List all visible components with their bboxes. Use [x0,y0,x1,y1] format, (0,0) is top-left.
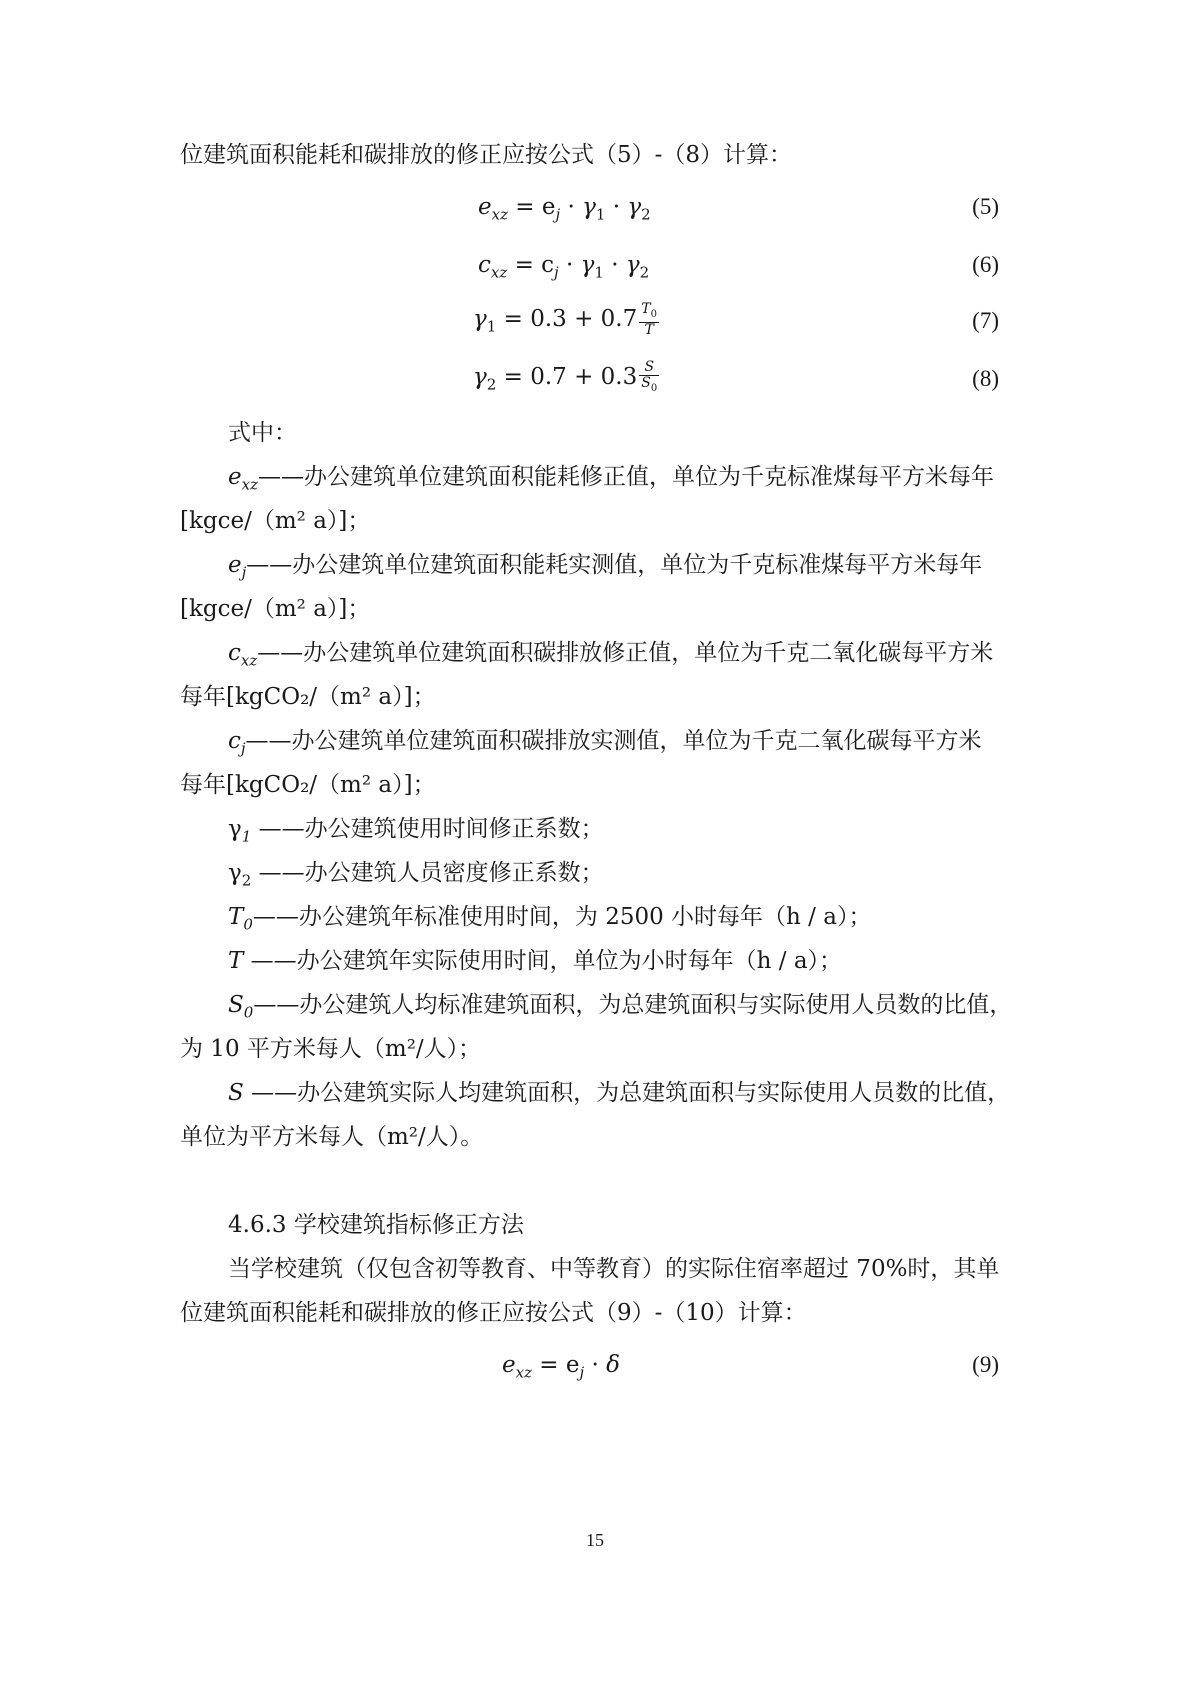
equation-7-number: (7) [972,308,999,333]
definition-t: T ——办公建筑年实际使用时间，单位为小时每年（h / a）； [228,948,843,974]
school-paragraph-line-2: 位建筑面积能耗和碳排放的修正应按公式（9）-（10）计算： [180,1300,807,1326]
where-label: 式中： [228,420,297,446]
definition-s: S ——办公建筑实际人均建筑面积，为总建筑面积与实际使用人员数的比值， [228,1080,1011,1106]
definition-cxz: $c_{xz}——$办公建筑单位建筑面积碳排放修正值，单位为千克二氧化碳每平方米 [228,640,994,670]
equation-9-number: (9) [972,1352,999,1377]
definition-exz-unit: [kgce/（m² a）]； [180,508,371,534]
page-number: 15 [586,1530,604,1550]
equation-9-expression: $e_{xz} = e_j \cdot \delta$ [502,1352,620,1382]
definition-gamma2: $\gamma_2$ ——办公建筑人员密度修正系数； [228,860,604,890]
school-paragraph-line-1: 当学校建筑（仅包含初等教育、中等教育）的实际住宿率超过 70%时，其单 [228,1256,1000,1282]
definition-cj-unit: 每年[kgCO₂/（m² a）]； [180,772,436,798]
definition-gamma1: $\gamma_1$ ——办公建筑使用时间修正系数； [228,816,604,846]
equation-5-number: (5) [972,194,999,219]
section-heading: 4.6.3 学校建筑指标修正方法 [228,1212,524,1238]
equation-6-expression: $c_{xz} = c_j \cdot \gamma_1 \cdot \gamma_2$ [478,252,650,282]
equation-6-number: (6) [972,252,999,277]
definition-ej: $e_j——$办公建筑单位建筑面积能耗实测值，单位为千克标准煤每平方米每年 [228,552,983,582]
equation-8-expression: $\gamma_2 = 0.7 + 0.3$ $\frac{S}{S_0}$ [473,359,658,394]
intro-line: 位建筑面积能耗和碳排放的修正应按公式（5）-（8）计算： [180,142,793,168]
definition-s-unit: 单位为平方米每人（m²/人）。 [180,1124,484,1150]
equation-5-expression: $e_{xz} = e_j \cdot \gamma_1 \cdot \gamma_2$ [478,194,651,224]
definition-t0: $T_0——$办公建筑年标准使用时间，为 2500 小时每年（h / a）； [228,904,872,934]
equation-6 [180,244,1015,290]
equation-8-number: (8) [972,366,999,391]
definition-cj: $c_j——$办公建筑单位建筑面积碳排放实测值，单位为千克二氧化碳每平方米 [228,728,982,758]
definition-exz: $e_{xz}——$办公建筑单位建筑面积能耗修正值，单位为千克标准煤每平方米每年 [228,464,994,494]
definition-s0: $S_0——$办公建筑人均标准建筑面积，为总建筑面积与实际使用人员数的比值， [228,992,1013,1022]
equation-7 [180,300,1015,346]
equation-8 [180,358,1015,404]
definition-cxz-unit: 每年[kgCO₂/（m² a）]； [180,684,436,710]
equation-7-expression: $\gamma_1 = 0.3 + 0.7$ $\frac{T_0}{T}$ [473,301,657,338]
equation-9 [180,1344,1015,1390]
definition-s0-unit: 为 10 平方米每人（m²/人）； [180,1036,482,1062]
definition-ej-unit: [kgce/（m² a）]； [180,596,371,622]
equation-5 [180,186,1015,232]
